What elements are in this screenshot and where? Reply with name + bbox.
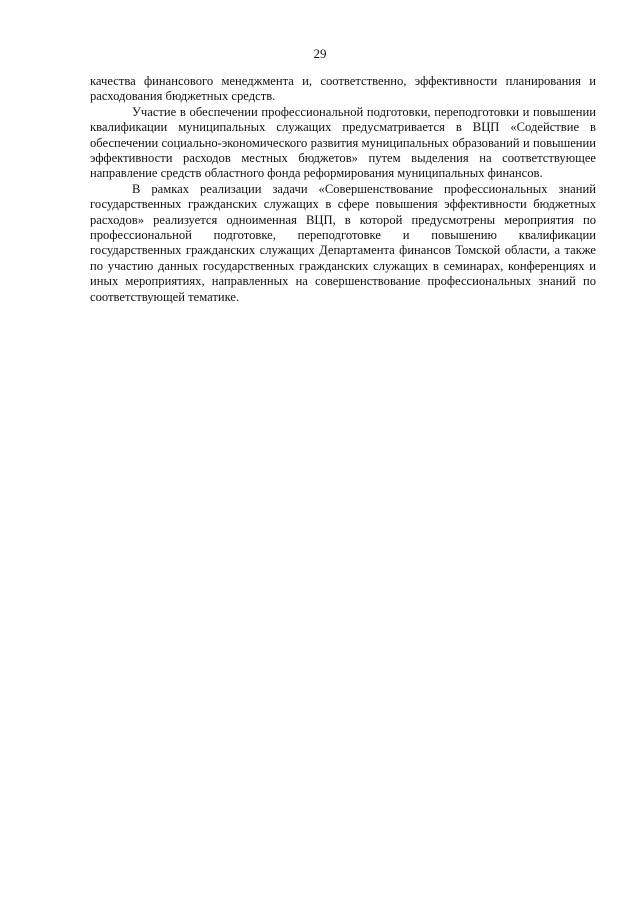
paragraph-state-training: В рамках реализации задачи «Совершенствование профессиональных знаний государственных гражданских служащих в сфере повышения эффективности бюджетных расходов» реализуется одноименная ВЦП, в которой предусмотрены мероприятия по профессиональной подготовке, переподготовке и повышению квалификации государственных гражданских служащих Департамента финансов Томской области, а также по участию данных государственных гражданских служащих в семинарах, конференциях и иных мероприятиях, направленных на совершенствование профессиональных знаний по соответствующей тематике. — [90, 181, 596, 304]
paragraph-municipal-training: Участие в обеспечении профессиональной подготовки, переподготовки и повышении квалификации муниципальных служащих предусматривается в ВЦП «Содействие в обеспечении социально-экономического развития муниципальных образований и повышении эффективности расходов местных бюджетов» путем выделения на соответствующее направление средств областного фонда реформирования муниципальных финансов. — [90, 104, 596, 181]
paragraph-continuation: качества финансового менеджмента и, соответственно, эффективности планирования и расходования бюджетных средств. — [90, 74, 596, 104]
document-body — [90, 74, 596, 305]
page-number: 29 — [313, 46, 327, 61]
